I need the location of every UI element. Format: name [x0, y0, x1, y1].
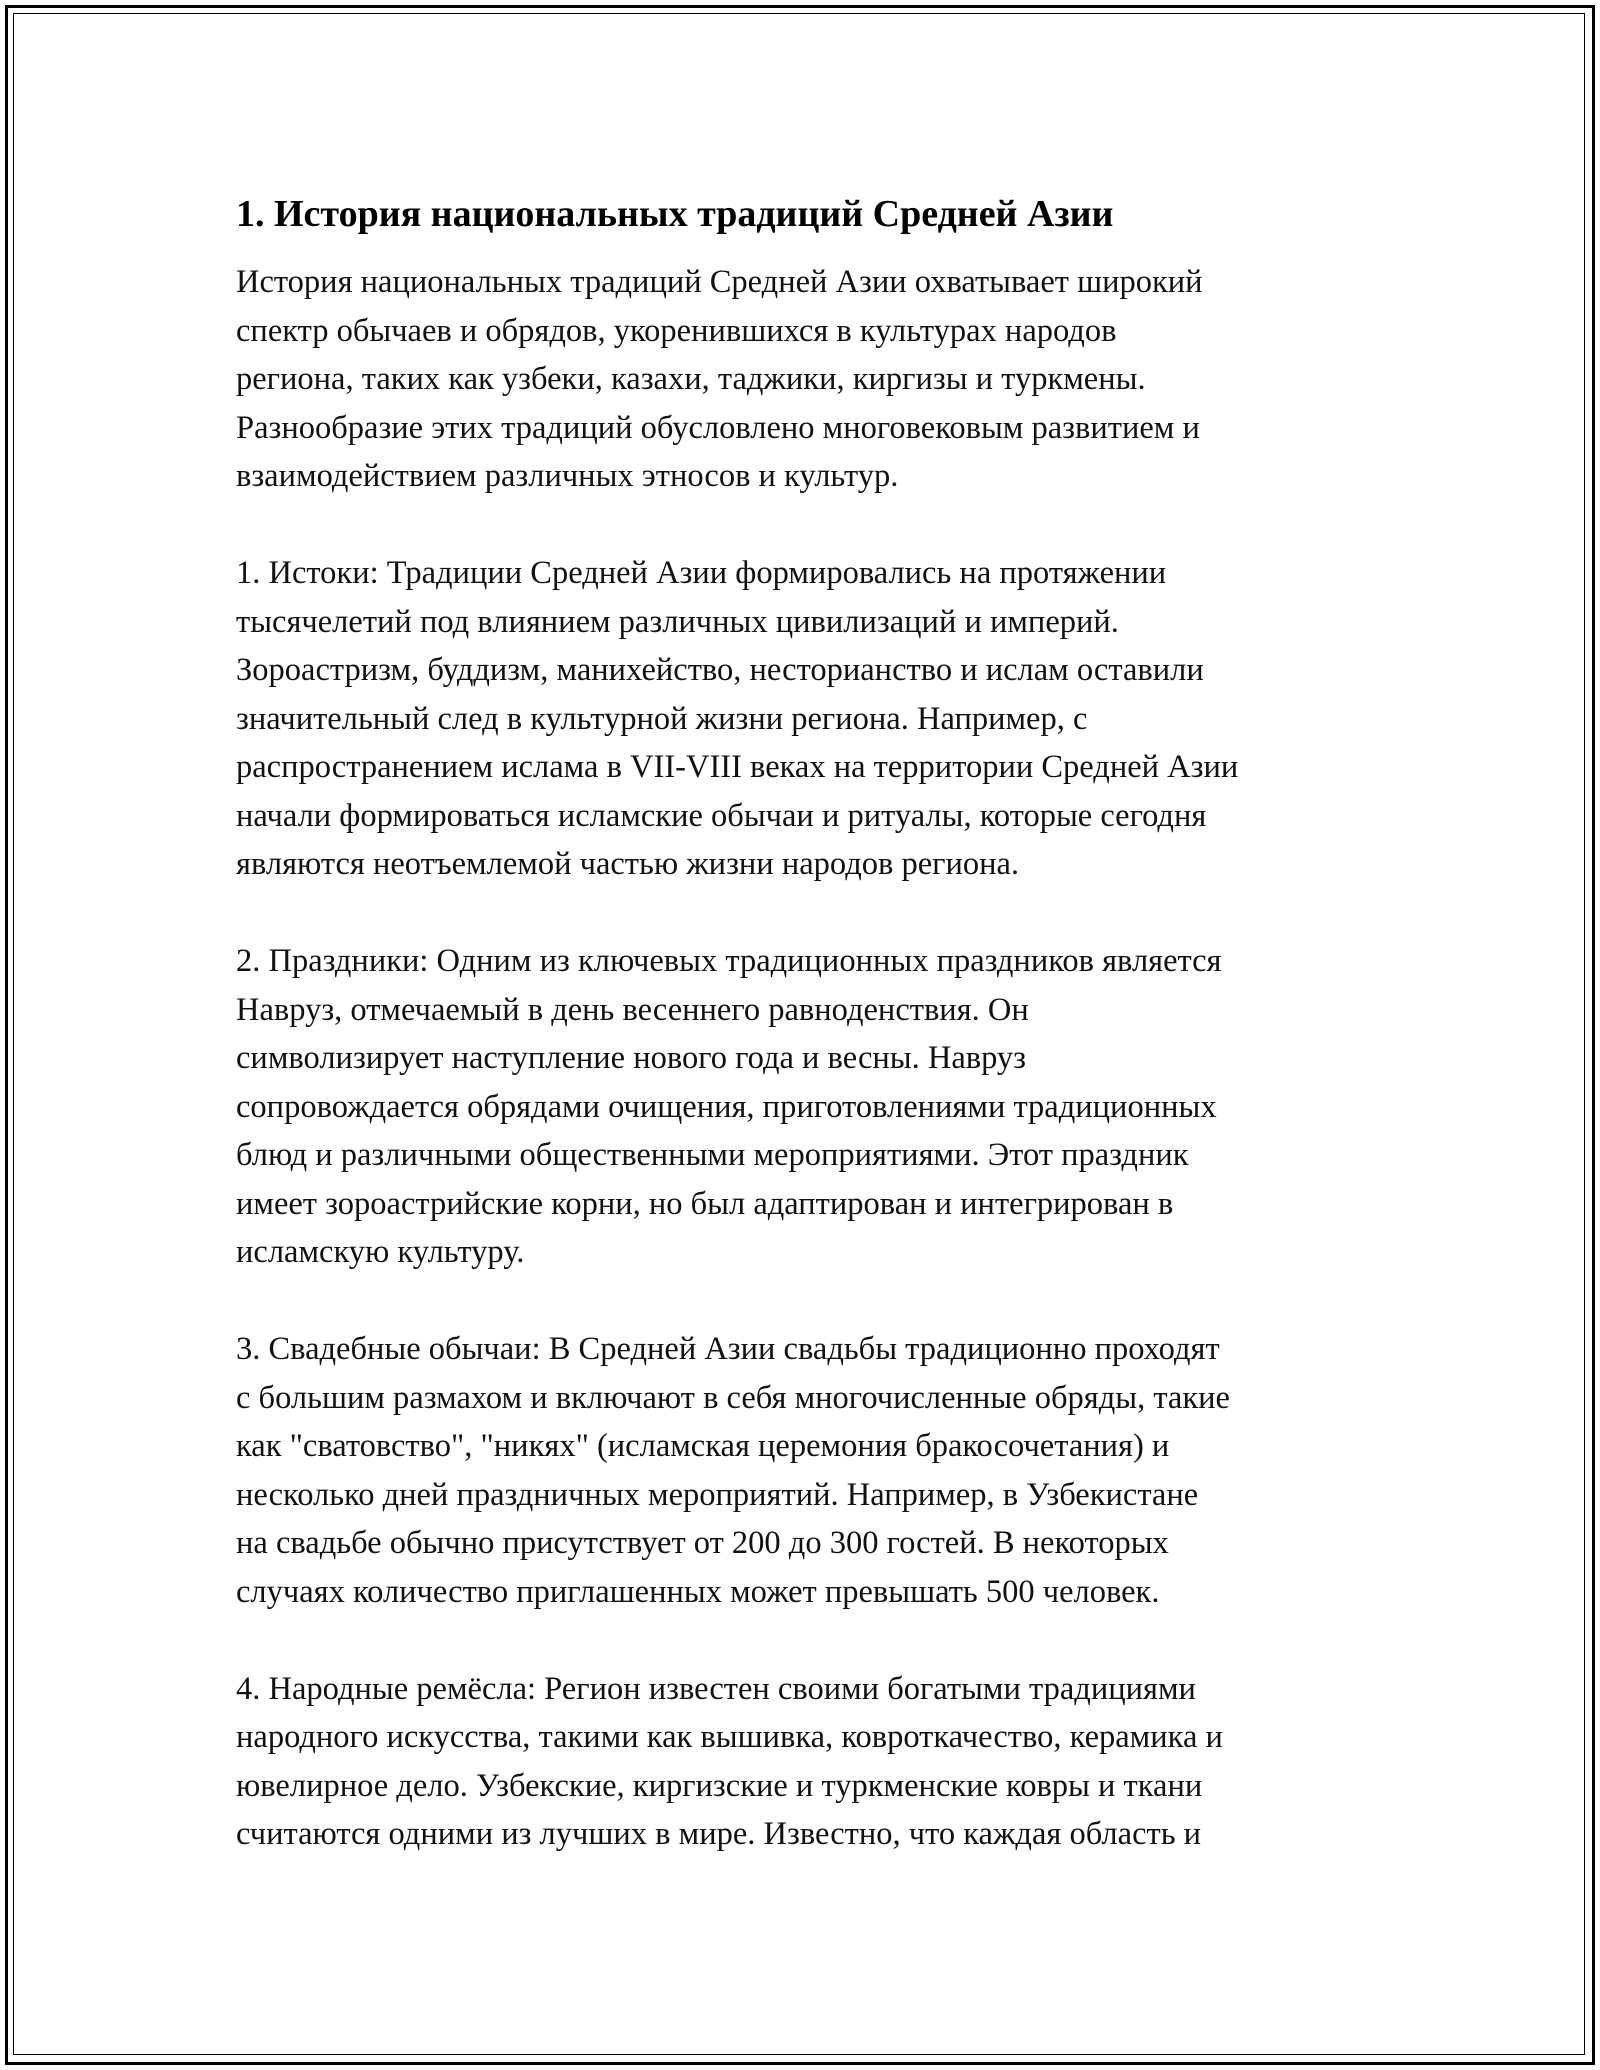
document-page: [236, 190, 1376, 1859]
document-body-text: История национальных традиций Средней Азии охватывает широкий спектр обычаев и обрядов, укоренившихся в культурах народов региона, таких как узбеки, казахи, таджики, киргизы и туркмены. Разнообразие этих традиций обусловлено многовековым развитием и взаимодействием различных этносов и культур. 1. Истоки: Традиции Средней Азии формировались на протяжении тысячелетий под влиянием различных цивилизаций и империй. Зороастризм, буддизм, манихейство, несторианство и ислам оставили значительный след в культурной жизни региона. Например, с распространением ислама в VII-VIII веках на территории Средней Азии начали формироваться исламские обычаи и ритуалы, которые сегодня являются неотъемлемой частью жизни народов региона. 2. Праздники: Одним из ключевых традиционных праздников является Навруз, отмечаемый в день весеннего равноденствия. Он символизирует наступление нового года и весны. Навруз сопровождается обрядами очищения, приготовлениями традиционных блюд и различными общественными мероприятиями. Этот праздник имеет зороастрийские корни, но был адаптирован и интегрирован в исламскую культуру. 3. Свадебные обычаи: В Средней Азии свадьбы традиционно проходят с большим размахом и включают в себя многочисленные обряды, такие как "сватовство", "никях" (исламская церемония бракосочетания) и несколько дней праздничных мероприятий. Например, в Узбекистане на свадьбе обычно присутствует от 200 до 300 гостей. В некоторых случаях количество приглашенных может превышать 500 человек. 4. Народные ремёсла: Регион известен своими богатыми традициями народного искусства, такими как вышивка, ковроткачество, керамика и ювелирное дело. Узбекские, киргизские и туркменские ковры и ткани считаются одними из лучших в мире. Известно, что каждая область и: [236, 264, 1239, 1852]
document-title: 1. История национальных традиций Средней Азии: [236, 193, 1114, 235]
